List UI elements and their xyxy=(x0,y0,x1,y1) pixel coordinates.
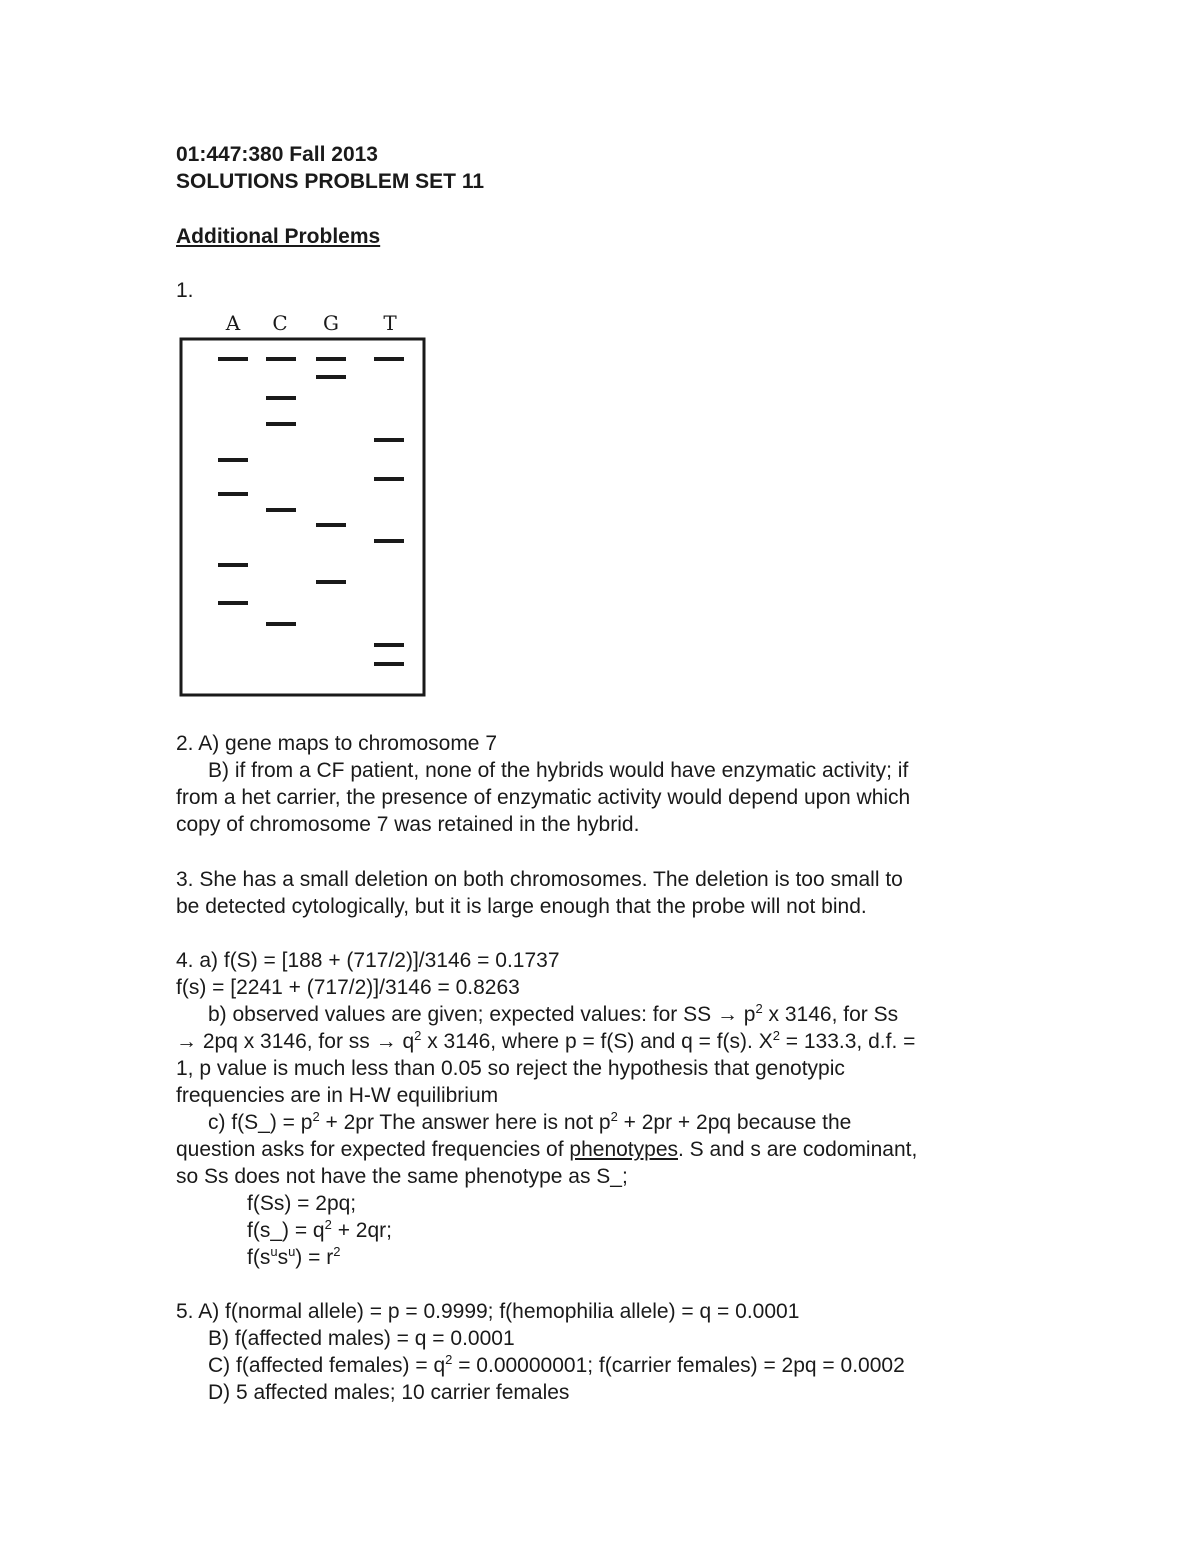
gel-band-c xyxy=(266,508,296,512)
course-code: 01:447:380 Fall 2013 xyxy=(176,143,378,166)
arrow-icon: → xyxy=(716,1003,738,1026)
document-title: SOLUTIONS PROBLEM SET 11 xyxy=(176,170,485,193)
gel-band-c xyxy=(266,622,296,626)
q5-part-c: C) f(affected females) = $q^2 = 0.00000001$; f(carrier females) = 2pq = 0.0002 xyxy=(208,1352,905,1377)
question-1-number: 1. xyxy=(176,279,194,302)
gel-band-a xyxy=(218,458,248,462)
gel-band-t xyxy=(374,662,404,666)
arrow-icon: → xyxy=(375,1030,397,1053)
q2-part-b-line1: B) if from a CF patient, none of the hybrids would have enzymatic activity; if xyxy=(208,759,909,782)
q4-part-a-line2: f(s) = [2241 + (717/2)]/3146 = 0.8263 xyxy=(176,976,520,999)
q4-part-c-line3: so Ss does not have the same phenotype as S_; xyxy=(176,1165,628,1188)
gel-band-g xyxy=(316,580,346,584)
sequencing-gel-diagram xyxy=(170,308,432,700)
q2-part-b-line3: copy of chromosome 7 was retained in the hybrid. xyxy=(176,813,640,836)
q4-part-b-line4: frequencies are in H-W equilibrium xyxy=(176,1084,499,1107)
q3-line2: be detected cytologically, but it is large enough that the probe will not bind. xyxy=(176,895,867,918)
gel-band-t xyxy=(374,643,404,647)
q5-part-a: 5. A) f(normal allele) = p = 0.9999; f(hemophilia allele) = q = 0.0001 xyxy=(176,1300,800,1323)
q4-formula-f-s: f(s_) = $q^2 + 2qr$; xyxy=(247,1217,392,1242)
lane-label-a: A xyxy=(225,311,241,335)
underlined-phenotypes: phenotypes xyxy=(569,1138,678,1161)
q3-line1: 3. She has a small deletion on both chromosomes. The deletion is too small to xyxy=(176,868,903,891)
section-heading: Additional Problems xyxy=(176,225,381,248)
gel-band-c xyxy=(266,357,296,361)
arrow-icon: → xyxy=(176,1030,197,1053)
q5-part-b: B) f(affected males) = q = 0.0001 xyxy=(208,1327,515,1350)
gel-band-t xyxy=(374,539,404,543)
q4-part-b-line2: → 2pq x 3146, for ss → $q^2$ x 3146, where p = f(S) and q = f(s). $X^2 = 133.3$, d.f. = xyxy=(176,1028,916,1053)
q4-part-c-line2: question asks for expected frequencies of phenotypes. S and s are codominant, xyxy=(176,1138,918,1161)
q4-formula-f-ss: f(Ss) = 2pq; xyxy=(247,1192,357,1215)
gel-band-a xyxy=(218,563,248,567)
gel-band-a xyxy=(218,601,248,605)
gel-band-t xyxy=(374,357,404,361)
gel-frame xyxy=(181,339,424,695)
gel-bands xyxy=(218,357,404,666)
gel-band-c xyxy=(266,396,296,400)
gel-band-c xyxy=(266,422,296,426)
lane-label-g: G xyxy=(323,311,339,335)
q2-part-b-line2: from a het carrier, the presence of enzymatic activity would depend upon which xyxy=(176,786,911,809)
gel-band-g xyxy=(316,357,346,361)
q4-part-c-line1: c) f(S_) = $p^2 + 2pr$ The answer here is not $p^2 + 2pr + 2pq$ because the xyxy=(208,1109,852,1134)
q4-part-a-line1: 4. a) f(S) = [188 + (717/2)]/3146 = 0.1737 xyxy=(176,949,560,972)
q2-part-a: 2. A) gene maps to chromosome 7 xyxy=(176,732,497,755)
gel-band-a xyxy=(218,492,248,496)
q4-formula-f-susu: $f(s^us^u) = r^2$ xyxy=(247,1244,341,1269)
q5-part-d: D) 5 affected males; 10 carrier females xyxy=(208,1381,570,1404)
gel-band-a xyxy=(218,357,248,361)
q4-part-b-line1: b) observed values are given; expected values: for SS → $p^2$ x 3146, for Ss xyxy=(208,1001,899,1026)
gel-band-g xyxy=(316,375,346,379)
gel-band-t xyxy=(374,477,404,481)
lane-label-c: C xyxy=(272,311,288,335)
lane-label-t: T xyxy=(383,311,397,335)
q4-part-b-line3: 1, p value is much less than 0.05 so reject the hypothesis that genotypic xyxy=(176,1057,845,1080)
gel-band-g xyxy=(316,523,346,527)
gel-band-t xyxy=(374,438,404,442)
